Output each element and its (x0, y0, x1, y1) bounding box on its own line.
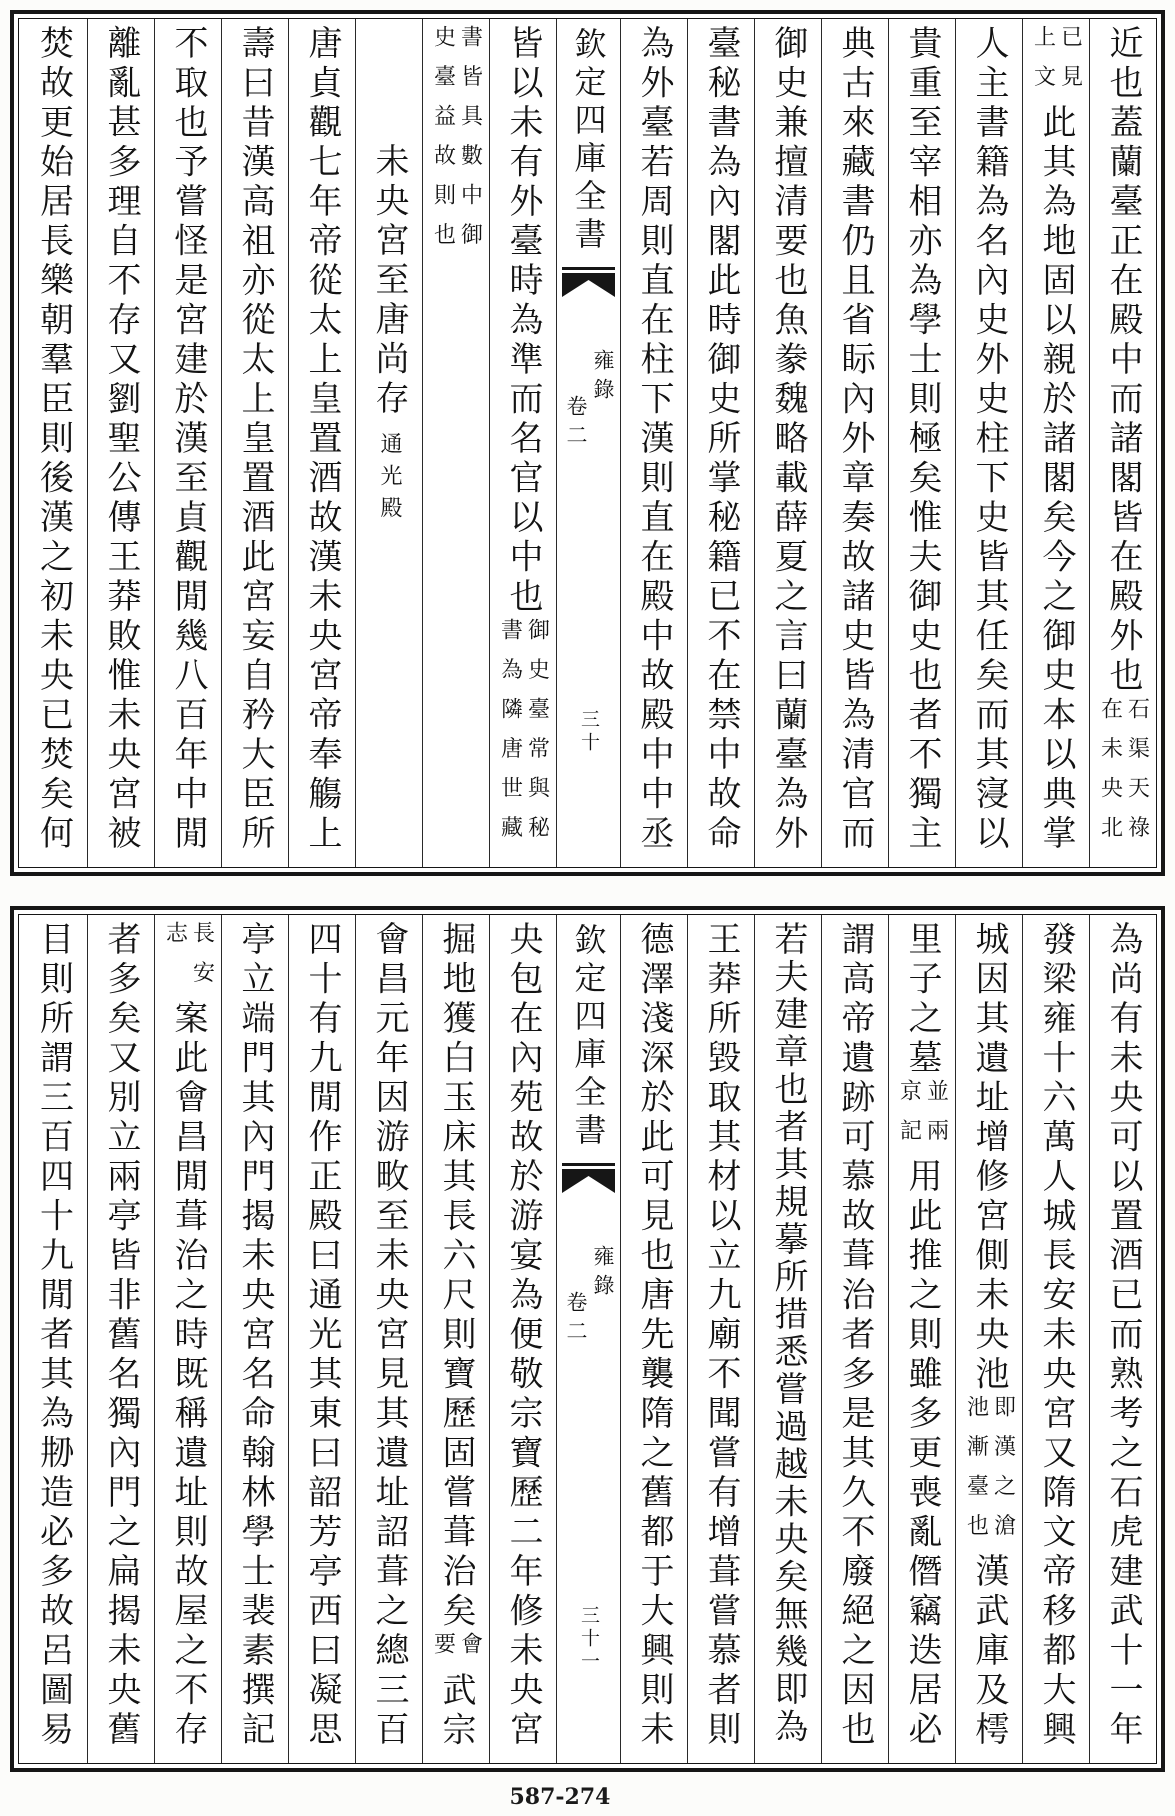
text-column (288, 915, 355, 1763)
column-text: 謂高帝遺跡可慕故葺治者多是其久不廢絕之因也 (835, 921, 875, 1751)
annotation-note (1032, 25, 1081, 104)
annotation-line: 御史臺常與秘 (524, 617, 550, 855)
text-column (687, 915, 754, 1763)
annotation-line: 史臺益故則也 (430, 25, 456, 262)
text-column (422, 915, 489, 1763)
annotation-line: 京記 (896, 1079, 922, 1158)
text-column (221, 19, 288, 867)
text-column (1089, 19, 1156, 867)
page-reference-number: 587-274 (509, 1784, 611, 1810)
volume-label: 卷二 (564, 1291, 588, 1349)
column-text: 發梁雍十六萬人城長安未央宮又隋文帝移都大興 (1036, 921, 1076, 1751)
text-column (888, 19, 955, 867)
text-column (821, 915, 888, 1763)
heading-annotation (378, 432, 400, 528)
lower-page-grid (18, 914, 1157, 1764)
text-column (154, 915, 221, 1763)
text-column (955, 915, 1022, 1763)
upper-page-grid (18, 18, 1157, 868)
column-text: 貴重至宰相亦為學士則極矣惟夫御史也者不獨主 (902, 25, 942, 855)
column-text: 德澤淺深於此可見也唐先襲隋之舊都于大興則未 (634, 921, 674, 1751)
annotation-line: 書皆具數中御 (457, 25, 483, 262)
text-column (955, 19, 1022, 867)
column-text: 唐貞觀七年帝從太上皇置酒故漢未央宮帝奉觴上 (302, 25, 342, 855)
book-title: 雍錄 (591, 349, 615, 407)
text-column (154, 19, 221, 867)
volume-label: 卷二 (564, 395, 588, 453)
text-column (355, 915, 422, 1763)
text-column (620, 915, 687, 1763)
text-column (288, 19, 355, 867)
section-heading-column (355, 19, 422, 867)
center-fold-column (556, 915, 620, 1763)
annotation-note (432, 1632, 481, 1672)
column-text: 皆以未有外臺時為準而名官以中也 (503, 25, 543, 618)
annotation-line: 已見 (1057, 25, 1083, 104)
text-column (821, 19, 888, 867)
column-text: 會昌元年因游畋至未央宮見其遺址詔葺之總三百 (369, 921, 409, 1751)
column-text: 御史兼擅清要也魚豢魏略載薛夏之言曰蘭臺為外 (768, 25, 808, 855)
annotation-line: 長安 (189, 921, 215, 1000)
fish-tail-mark-icon (562, 1163, 615, 1193)
text-column (20, 915, 87, 1763)
text-column (1022, 19, 1089, 867)
page-number: 三十一 (578, 1605, 600, 1674)
center-fold-column (556, 19, 620, 867)
annotation-line: 池漸臺也 (963, 1395, 989, 1553)
column-text: 四十有九閒作正殿曰通光其東曰韶芳亭西曰凝思 (302, 921, 342, 1751)
annotation-line: 在未央北 (1097, 696, 1123, 855)
lower-half-page (10, 906, 1165, 1772)
column-text: 為外臺若周則直在柱下漢則直在殿中故殿中中丞 (634, 25, 674, 855)
text-column (87, 19, 154, 867)
annotation-note (1099, 697, 1148, 855)
text-column (754, 19, 821, 867)
annotation-line: 會 (457, 1632, 483, 1672)
column-text: 臺秘書為內閣此時御史所掌秘籍已不在禁中故命 (701, 25, 741, 855)
annotation-line: 書為隣唐世藏 (497, 617, 523, 855)
text-column (489, 19, 556, 867)
column-text: 者多矣又別立兩亭皆非舊名獨內門之扁揭未央舊 (101, 921, 141, 1751)
column-text: 王莽所毀取其材以立九廟不聞嘗有增葺嘗慕者則 (701, 921, 741, 1751)
column-text: 案此會昌閒葺治之時既稱遺址則故屋之不存 (168, 1000, 208, 1751)
column-text: 焚故更始居長樂朝羣臣則後漢之初未央已焚矣何 (33, 25, 74, 855)
text-column (888, 915, 955, 1763)
annotation-line: 要 (430, 1632, 456, 1672)
annotation-note (499, 618, 548, 855)
column-text: 人主書籍為名內史外史柱下史皆其任矣而其寖以 (969, 25, 1009, 855)
column-text: 掘地獲白玉床其長六尺則寶歷固嘗葺治矣 (436, 921, 476, 1632)
annotation-line: 並兩 (923, 1079, 949, 1158)
column-text: 武宗 (436, 1671, 476, 1751)
annotation-line: 石渠天祿 (1124, 696, 1150, 855)
fish-tail-mark-icon (562, 267, 615, 297)
column-text: 典古來藏書仍且省眎內外章奏故諸史皆為清官而 (835, 25, 875, 855)
column-text: 城因其遺址增修宮側未央池 (969, 921, 1009, 1395)
text-column (620, 19, 687, 867)
text-column (221, 915, 288, 1763)
column-text: 目則所謂三百四十九閒者其為刱造必多故呂圖易 (33, 921, 74, 1751)
annotation-line: 即漢之滄 (990, 1395, 1016, 1553)
annotation-note (164, 921, 213, 1000)
annotation-line: 通光殿 (377, 431, 402, 528)
annotation-note (898, 1079, 947, 1158)
annotation-line: 志 (162, 921, 188, 961)
upper-half-page (10, 10, 1165, 876)
text-column (87, 915, 154, 1763)
page-number: 三十 (578, 709, 600, 755)
collection-title: 欽定四庫全書 (569, 923, 608, 1151)
column-text: 此其為地固以親於諸閣矣今之御史本以典掌 (1036, 104, 1076, 855)
column-text: 漢武庫及樗 (969, 1553, 1009, 1751)
text-column (422, 19, 489, 867)
column-text: 里子之墓 (902, 921, 942, 1079)
column-text: 央包在內苑故於游宴為便敬宗寶歷二年修未央宮 (503, 921, 543, 1751)
column-text: 離亂甚多理自不存又劉聖公傳王莽敗惟未央宮被 (101, 25, 141, 855)
column-text: 近也蓋蘭臺正在殿中而諸閣皆在殿外也 (1103, 25, 1143, 697)
section-heading: 未央宮至唐尚存 (369, 143, 409, 420)
text-column (687, 19, 754, 867)
column-text: 為尚有未央可以置酒已而熟考之石虎建武十一年 (1103, 921, 1143, 1751)
column-text: 用此推之則雖多更喪亂僭竊迭居必 (902, 1158, 942, 1751)
collection-title: 欽定四庫全書 (569, 27, 608, 255)
column-text: 壽曰昔漢高祖亦從太上皇置酒此宮妄自矜大臣所 (235, 25, 275, 855)
column-text: 不取也予嘗怪是宮建於漢至貞觀閒幾八百年中閒 (168, 25, 208, 855)
text-column (1089, 915, 1156, 1763)
text-column (20, 19, 87, 867)
book-title: 雍錄 (591, 1245, 615, 1303)
annotation-line: 上文 (1030, 25, 1056, 104)
column-text: 亭立端門其內門揭未央宮名命翰林學士裴素撰記 (235, 921, 275, 1751)
text-column (489, 915, 556, 1763)
annotation-note (432, 25, 481, 262)
annotation-note (965, 1395, 1014, 1553)
text-column (1022, 915, 1089, 1763)
text-column (754, 915, 821, 1763)
column-text: 若夫建章也者其規摹所措悉嘗過越未央矣無幾即為 (768, 921, 808, 1746)
